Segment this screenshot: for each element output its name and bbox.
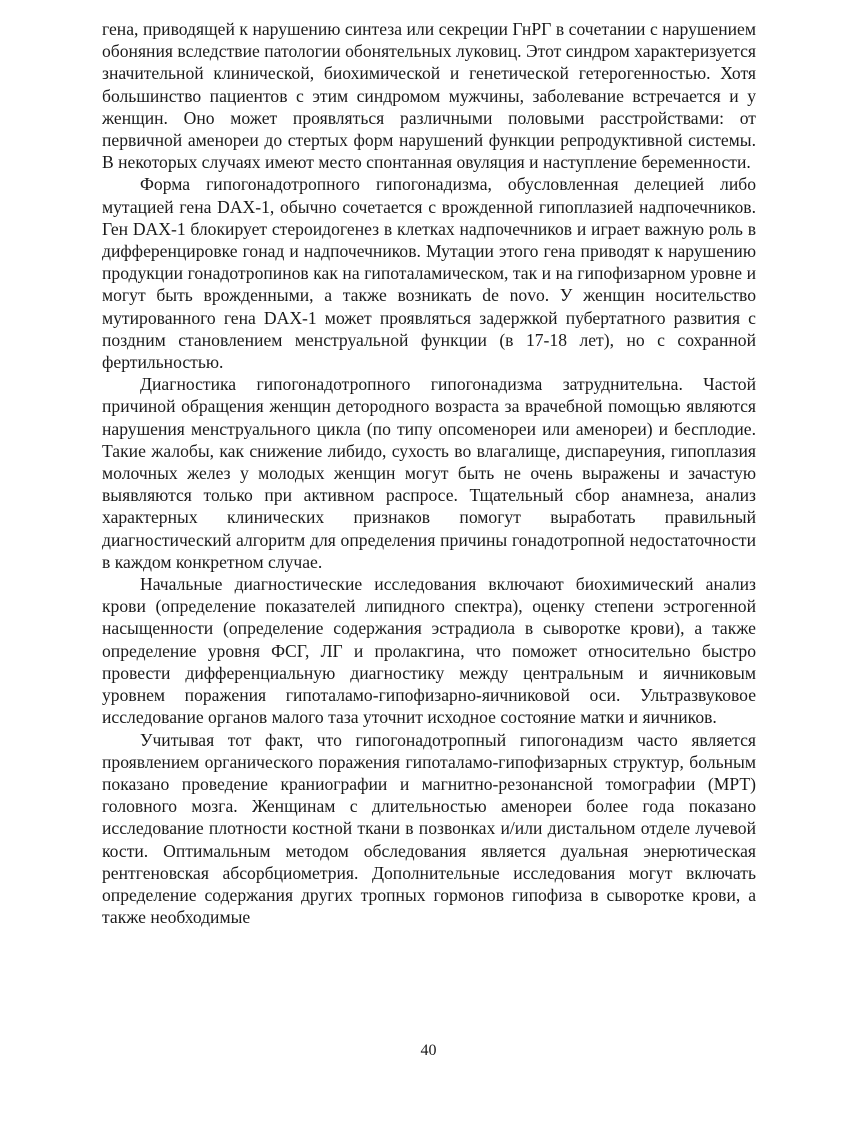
body-text: [102, 18, 756, 928]
page-number: 40: [420, 1042, 437, 1059]
paragraph-1: гена, приводящей к нарушению синтеза или секреции ГнРГ в сочетании с нарушением обоняния вследствие патологии обонятельных луковиц. Этот синдром характеризуется значительной клинической, биохимической и генетической гетерогенностью. Хотя большинство пациентов с этим синдромом мужчины, заболевание встречается и у женщин. Оно может проявляться различными половыми расстройствами: от первичной аменореи до стертых форм нарушений функции репродуктивной системы. В некоторых случаях имеют место спонтанная овуляция и наступление беременности.: [102, 19, 756, 173]
paragraph-5: Учитывая тот факт, что гипогонадотропный гипогонадизм часто является проявлением органического поражения гипоталамо-гипофизарных структур, больным показано проведение краниографии и магнитно-резонансной томографии (МРТ) головного мозга. Женщинам с длительностью аменореи более года показано исследование плотности костной ткани в позвонках и/или дистальном отделе лучевой кости. Оптимальным методом обследования является дуальная энерютическая рентгеновская абсорбциометрия. Дополнительные исследования могут включать определение содержания других тропных гормонов гипофиза в сыворотке крови, а также необходимые: [102, 729, 756, 928]
paragraph-2: Форма гипогонадотропного гипогонадизма, обусловленная делецией либо мутацией гена DAX-1, обычно сочетается с врожденной гипоплазией надпочечников. Ген DAX-1 блокирует стероидогенез в клетках надпочечников и играет важную роль в дифференцировке гонад и надпочечников. Мутации этого гена приводят к нарушению продукции гонадотропинов как на гипоталамическом, так и на гипофизарном уровне и могут быть врожденными, а также возникать de novo. У женщин носительство мутированного гена DAX-1 может проявляться задержкой пубертатного развития с поздним становлением менструальной функции (в 17-18 лет), но с сохранной фертильностью.: [102, 174, 756, 373]
paragraph-4: Начальные диагностические исследования включают биохимический анализ крови (определение показателей липидного спектра), оценку степени эстрогенной насыщенности (определение содержания эстрадиола в сыворотке крови), а также определение уровня ФСГ, ЛГ и пролакгина, что поможет относительно быстро провести дифференциальную диагностику между центральным и яичниковым уровнем поражения гипоталамо-гипофизарно-яичниковой оси. Ультразвуковое исследование органов малого таза уточнит исходное состояние матки и яичников.: [102, 574, 756, 728]
paragraph-3: Диагностика гипогонадотропного гипогонадизма затруднительна. Частой причиной обращения женщин детородного возраста за врачебной помощью являются нарушения менструального цикла (по типу опсоменореи или аменореи) и бесплодие. Такие жалобы, как снижение либидо, сухость во влагалище, диспареуния, гипоплазия молочных желез у молодых женщин могут быть не очень выражены и зачастую выявляются только при активном распросе. Тщательный сбор анамнеза, анализ характерных клинических признаков помогут выработать правильный диагностический алгоритм для определения причины гонадотропной недостаточности в каждом конкретном случае.: [102, 374, 756, 572]
